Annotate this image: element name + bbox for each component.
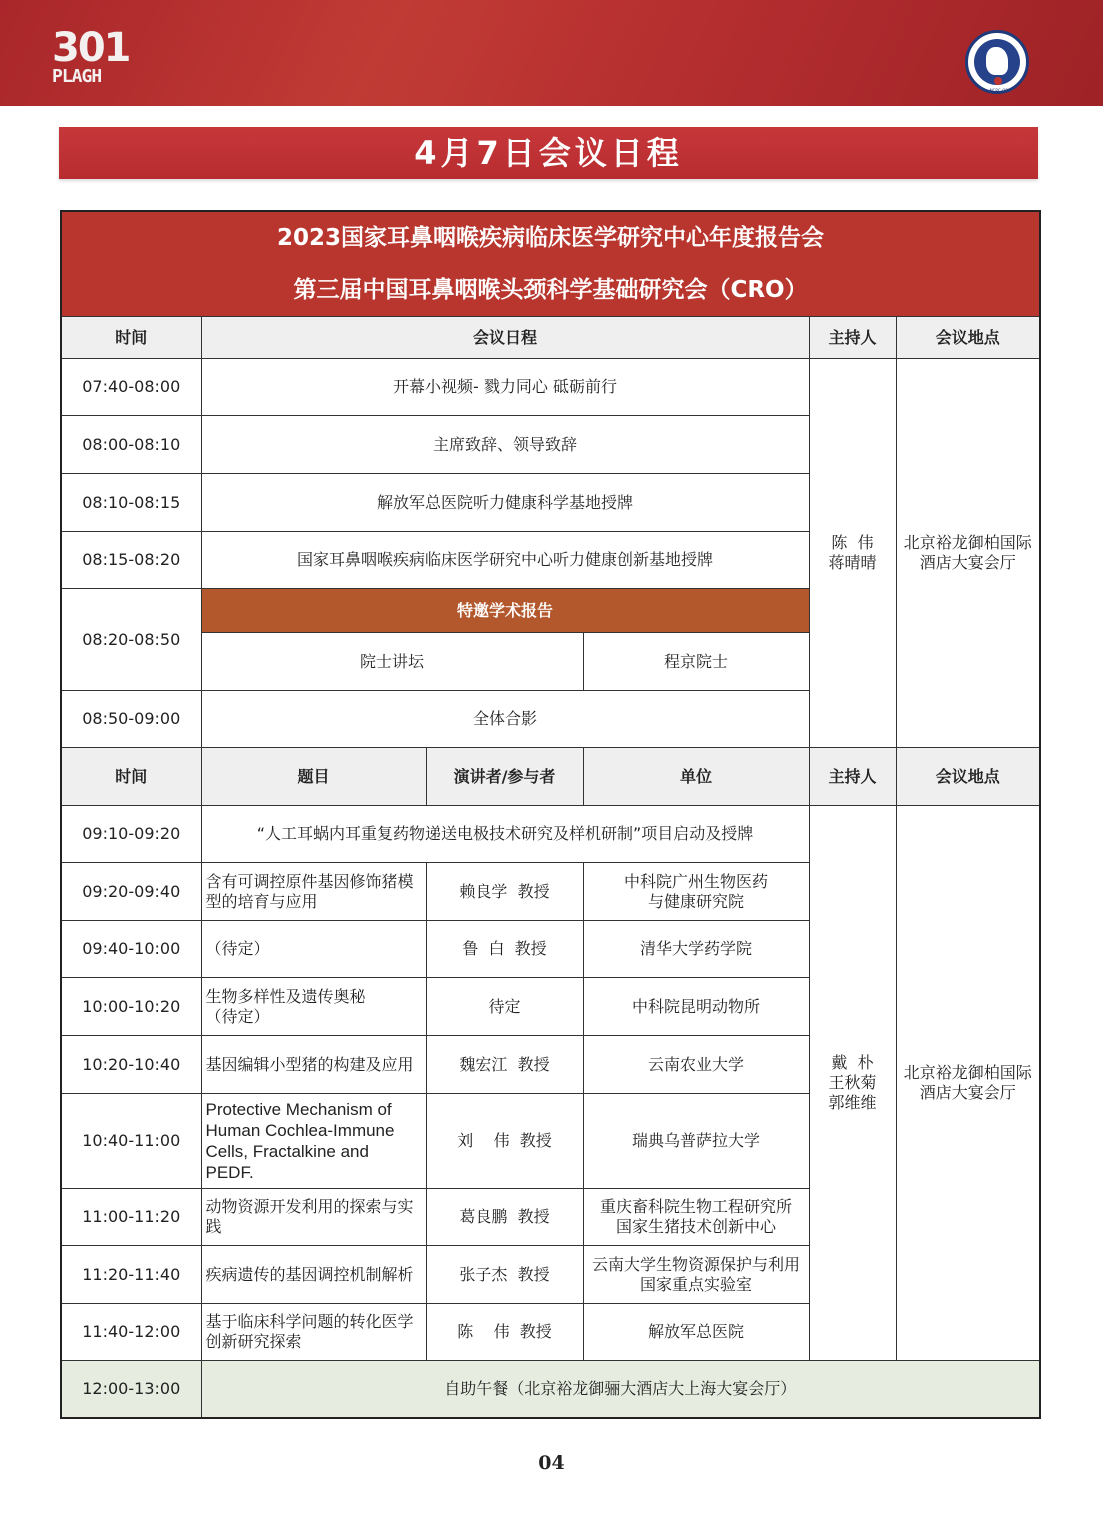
time-cell: 08:50-09:00	[61, 691, 201, 748]
topic-cell: 生物多样性及遗传奥秘（待定）	[201, 978, 426, 1036]
col-header-unit: 单位	[583, 748, 809, 806]
time-cell: 09:20-09:40	[61, 863, 201, 921]
col-header-host: 主持人	[809, 317, 896, 359]
unit-cell: 清华大学药学院	[583, 921, 809, 978]
lunch-cell: 自助午餐（北京裕龙御骊大酒店大上海大宴会厅）	[201, 1361, 1040, 1418]
unit-cell: 瑞典乌普萨拉大学	[583, 1094, 809, 1189]
col-header-agenda: 会议日程	[201, 317, 809, 359]
agenda-cell: 全体合影	[201, 691, 809, 748]
page-number: 04	[538, 1452, 565, 1474]
speaker-cell: 赖良学 教授	[426, 863, 583, 921]
unit-cell: 中科院广州生物医药与健康研究院	[583, 863, 809, 921]
topic-cell: 疾病遗传的基因调控机制解析	[201, 1246, 426, 1304]
agenda-cell: 开幕小视频- 戮力同心 砥砺前行	[201, 359, 809, 416]
unit-cell: 中科院昆明动物所	[583, 978, 809, 1036]
center-seal-logo	[965, 30, 1029, 94]
table-row	[61, 806, 1040, 863]
time-cell: 08:10-08:15	[61, 474, 201, 532]
col-header-host: 主持人	[809, 748, 896, 806]
speaker-cell: 张子杰 教授	[426, 1246, 583, 1304]
special-report-header: 特邀学术报告	[201, 589, 809, 633]
section2-header-row	[61, 748, 1040, 806]
col-header-venue: 会议地点	[896, 748, 1040, 806]
speaker-cell: 刘 伟 教授	[426, 1094, 583, 1189]
topic-cell: 含有可调控原件基因修饰猪模型的培育与应用	[201, 863, 426, 921]
speaker-cell: 鲁 白 教授	[426, 921, 583, 978]
col-header-speaker: 演讲者/参与者	[426, 748, 583, 806]
section1-header-row	[61, 317, 1040, 359]
venue-cell: 北京裕龙御柏国际 酒店大宴会厅	[896, 359, 1040, 748]
col-header-venue: 会议地点	[896, 317, 1040, 359]
time-cell: 12:00-13:00	[61, 1361, 201, 1418]
col-header-time: 时间	[61, 317, 201, 359]
topic-cell: （待定）	[201, 921, 426, 978]
agenda-cell: 主席致辞、领导致辞	[201, 416, 809, 474]
time-cell: 11:40-12:00	[61, 1304, 201, 1361]
banner-row	[61, 211, 1040, 317]
topic-cell: 动物资源开发利用的探索与实践	[201, 1189, 426, 1246]
time-cell: 10:20-10:40	[61, 1036, 201, 1094]
time-cell: 09:10-09:20	[61, 806, 201, 863]
time-cell: 08:20-08:50	[61, 589, 201, 691]
conference-banner	[61, 211, 1040, 317]
speaker-cell: 陈 伟 教授	[426, 1304, 583, 1361]
host-cell: 陈 伟 蒋晴晴	[809, 359, 896, 748]
speaker-cell: 魏宏江 教授	[426, 1036, 583, 1094]
venue-cell: 北京裕龙御柏国际 酒店大宴会厅	[896, 806, 1040, 1361]
speaker-cell: 待定	[426, 978, 583, 1036]
page-title: 4月7日会议日程	[59, 127, 1038, 179]
banner-line-1: 2023国家耳鼻咽喉疾病临床医学研究中心年度报告会	[277, 225, 825, 251]
header-band	[0, 0, 1103, 106]
time-cell: 10:40-11:00	[61, 1094, 201, 1189]
topic-cell: 基于临床科学问题的转化医学创新研究探索	[201, 1304, 426, 1361]
speaker-cell: 程京院士	[583, 633, 809, 691]
col-header-topic: 题目	[201, 748, 426, 806]
agenda-cell: 解放军总医院听力健康科学基地授牌	[201, 474, 809, 532]
time-cell: 08:15-08:20	[61, 532, 201, 589]
schedule-table	[60, 210, 1041, 1419]
unit-cell: 云南大学生物资源保护与利用国家重点实验室	[583, 1246, 809, 1304]
banner-line-2: 第三届中国耳鼻咽喉头颈科学基础研究会（CRO）	[293, 277, 808, 303]
center-seal-text: NCRC-ORL	[989, 88, 1011, 93]
time-cell: 09:40-10:00	[61, 921, 201, 978]
unit-cell: 重庆畜科院生物工程研究所国家生猪技术创新中心	[583, 1189, 809, 1246]
agenda-cell: “人工耳蜗内耳重复药物递送电极技术研究及样机研制”项目启动及授牌	[201, 806, 809, 863]
hospital-logo: 301 PLAGH	[52, 25, 130, 87]
topic-cell: 院士讲坛	[201, 633, 583, 691]
time-cell: 11:20-11:40	[61, 1246, 201, 1304]
time-cell: 07:40-08:00	[61, 359, 201, 416]
time-cell: 10:00-10:20	[61, 978, 201, 1036]
lunch-row	[61, 1361, 1040, 1418]
time-cell: 08:00-08:10	[61, 416, 201, 474]
time-cell: 11:00-11:20	[61, 1189, 201, 1246]
speaker-cell: 葛良鹏 教授	[426, 1189, 583, 1246]
topic-cell: Protective Mechanism of Human Cochlea-Immune Cells, Fractalkine and PEDF.	[201, 1094, 426, 1189]
agenda-cell: 国家耳鼻咽喉疾病临床医学研究中心听力健康创新基地授牌	[201, 532, 809, 589]
unit-cell: 解放军总医院	[583, 1304, 809, 1361]
unit-cell: 云南农业大学	[583, 1036, 809, 1094]
table-row	[61, 359, 1040, 416]
col-header-time: 时间	[61, 748, 201, 806]
host-cell: 戴 朴 王秋菊 郭维维	[809, 806, 896, 1361]
topic-cell: 基因编辑小型猪的构建及应用	[201, 1036, 426, 1094]
